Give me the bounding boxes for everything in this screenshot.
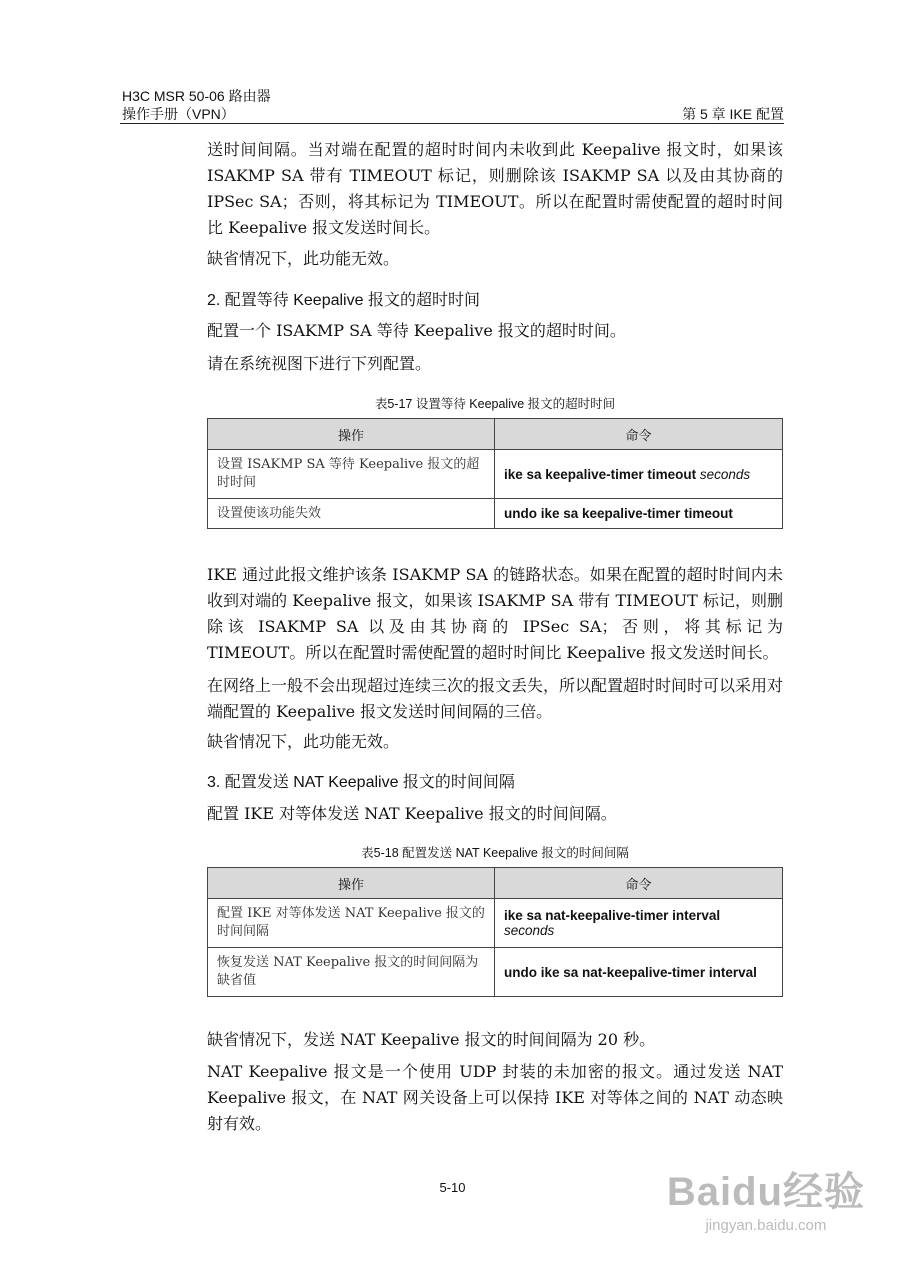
paragraph: 在网络上一般不会出现超过连续三次的报文丢失，所以配置超时时间时可以采用对端配置的 Keepalive 报文发送时间间隔的三倍。	[207, 676, 784, 721]
header-product: H3C MSR 50-06 路由器	[122, 88, 271, 104]
operation-cell: 设置使该功能失效	[208, 499, 495, 529]
operation-cell: 配置 IKE 对等体发送 NAT Keepalive 报文的时间间隔	[208, 899, 495, 948]
header-manual: 操作手册（VPN）	[122, 106, 235, 122]
watermark-url: jingyan.baidu.com	[705, 1217, 827, 1234]
paragraph: 缺省情况下，发送 NAT Keepalive 报文的时间间隔为 20 秒。	[207, 1030, 656, 1049]
paragraph: 缺省情况下，此功能无效。	[207, 249, 400, 268]
config-table	[207, 867, 783, 997]
table-row	[208, 450, 783, 499]
baidu-watermark	[667, 1160, 865, 1234]
config-table	[207, 418, 783, 529]
watermark-brand: Baidu经验	[666, 1170, 865, 1214]
page-number: 5-10	[439, 1180, 466, 1195]
operation-cell: 恢复发送 NAT Keepalive 报文的时间间隔为缺省值	[208, 948, 495, 997]
command-cell: ike sa keepalive-timer timeout seconds	[495, 450, 783, 499]
paragraph: 配置 IKE 对等体发送 NAT Keepalive 报文的时间间隔。	[207, 804, 617, 823]
header-chapter: 第 5 章 IKE 配置	[682, 106, 784, 122]
column-header: 操作	[208, 868, 495, 899]
command-cell: ike sa nat-keepalive-timer interval seconds	[495, 899, 783, 948]
table-row	[208, 899, 783, 948]
column-header: 操作	[208, 419, 495, 450]
command-cell: undo ike sa nat-keepalive-timer interval	[495, 948, 783, 997]
paragraph: NAT Keepalive 报文是一个使用 UDP 封装的未加密的报文。通过发送 NAT Keepalive 报文，在 NAT 网关设备上可以保持 IKE 对等体之间的 NAT 动态映射有效。	[207, 1062, 783, 1133]
command-cell: undo ike sa keepalive-timer timeout	[495, 499, 783, 529]
column-header: 命令	[495, 419, 783, 450]
table-row	[208, 948, 783, 997]
section-heading: 3. 配置发送 NAT Keepalive 报文的时间间隔	[207, 774, 515, 791]
table-caption: 表5-17 设置等待 Keepalive 报文的超时时间	[374, 397, 616, 411]
paragraph: 缺省情况下，此功能无效。	[207, 732, 400, 751]
paragraph: 配置一个 ISAKMP SA 等待 Keepalive 报文的超时时间。	[207, 321, 626, 340]
header-rule	[120, 123, 784, 124]
column-header: 命令	[495, 868, 783, 899]
paragraph: 送时间间隔。当对端在配置的超时时间内未收到此 Keepalive 报文时，如果该 ISAKMP SA 带有 TIMEOUT 标记，则删除该 ISAKMP SA 以及由其协商的 IPSec SA；否则，将其标记为 TIMEOUT。所以在配置时需使配置的超时时间比 Keepalive 报文发送时间长。	[207, 140, 783, 237]
operation-cell: 设置 ISAKMP SA 等待 Keepalive 报文的超时时间	[208, 450, 495, 499]
paragraph: 请在系统视图下进行下列配置。	[207, 354, 432, 373]
section-heading: 2. 配置等待 Keepalive 报文的超时时间	[207, 292, 480, 309]
table-caption: 表5-18 配置发送 NAT Keepalive 报文的时间间隔	[361, 846, 629, 860]
table-row	[208, 499, 783, 529]
paragraph: IKE 通过此报文维护该条 ISAKMP SA 的链路状态。如果在配置的超时时间内未收到对端的 Keepalive 报文，如果该 ISAKMP SA 带有 TIMEOUT 标记，则删除该 ISAKMP SA 以及由其协商的 IPSec SA；否则，将其标记为 TIMEOUT。所以在配置时需使配置的超时时间比 Keepalive 报文发送时间长。	[207, 565, 783, 662]
